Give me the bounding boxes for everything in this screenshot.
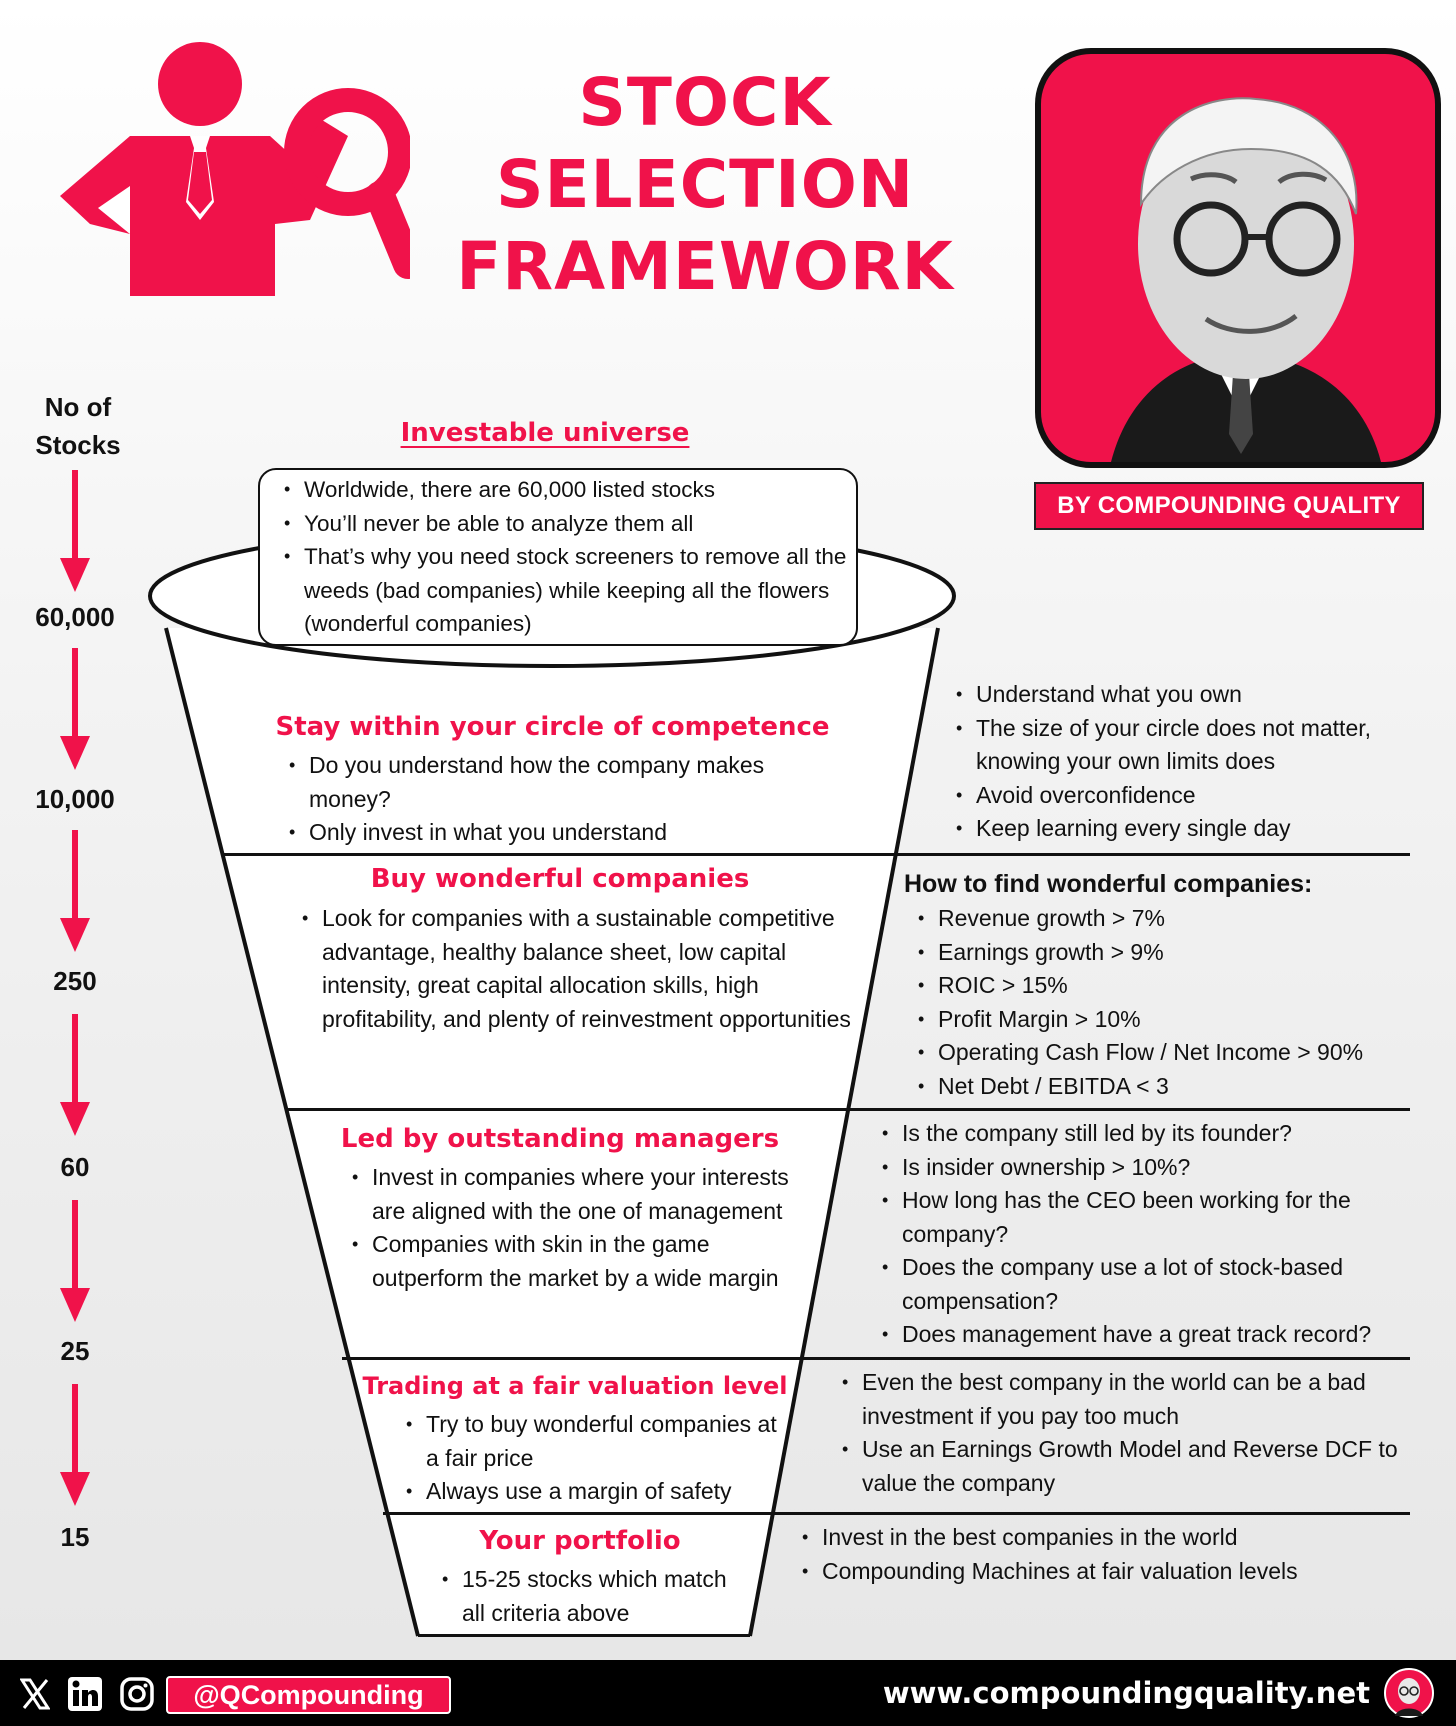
section-bullets <box>404 1408 784 1509</box>
stock-count: 10,000 <box>35 784 115 814</box>
section-bullets <box>350 1161 820 1295</box>
list-item: • You’ll never be able to analyze them all <box>282 507 854 541</box>
list-item: • Net Debt / EBITDA < 3 <box>916 1070 1396 1104</box>
list-item: • Invest in companies where your interests are aligned with the one of management <box>350 1161 820 1228</box>
section-notes <box>800 1521 1400 1588</box>
list-item: • Only invest in what you understand <box>287 816 827 850</box>
section-divider <box>285 1108 1410 1111</box>
list-item: • Is the company still led by its founder? <box>880 1117 1405 1151</box>
criteria-list <box>916 902 1396 1103</box>
title-line: STOCK <box>578 64 832 141</box>
title-line: FRAMEWORK <box>456 228 954 305</box>
title-line: SELECTION <box>495 146 915 223</box>
social-handle-link[interactable]: @QCompounding <box>166 1676 451 1714</box>
x-icon[interactable] <box>20 1678 50 1710</box>
list-item: • Look for companies with a sustainable competitive advantage, healthy balance sheet, low capital intensity, great capital allocation skills, high profitability, and plenty of reinvestment opportunities <box>300 902 870 1036</box>
universe-bullets <box>282 473 854 641</box>
list-item: • Operating Cash Flow / Net Income > 90% <box>916 1036 1396 1070</box>
list-item: • Use an Earnings Growth Model and Reverse DCF to value the company <box>840 1433 1405 1500</box>
section-title: Your portfolio <box>479 1526 681 1556</box>
section-title: Buy wonderful companies <box>370 864 750 894</box>
heading-line: No of <box>44 392 112 422</box>
section-divider <box>383 1512 1410 1515</box>
funnel-base <box>418 1634 750 1637</box>
section-title: Led by outstanding managers <box>340 1124 780 1154</box>
section-notes <box>840 1366 1405 1500</box>
list-item: • 15-25 stocks which match all criteria above <box>440 1563 745 1630</box>
stock-count: 25 <box>60 1336 90 1366</box>
list-item: • Even the best company in the world can be a bad investment if you pay too much <box>840 1366 1405 1433</box>
section-divider <box>222 853 1410 856</box>
section-bullets <box>300 902 870 1036</box>
list-item: • The size of your circle does not matter, knowing your own limits does <box>954 712 1404 779</box>
byline-badge: BY COMPOUNDING QUALITY <box>1034 482 1424 530</box>
instagram-icon[interactable] <box>120 1677 154 1711</box>
list-item: • Do you understand how the company makes money? <box>287 749 827 816</box>
section-title: Trading at a fair valuation level <box>362 1372 788 1400</box>
heading-line: Stocks <box>35 430 121 460</box>
section-notes <box>954 678 1404 846</box>
list-item: • How long has the CEO been working for the company? <box>880 1184 1405 1251</box>
list-item: • Is insider ownership > 10%? <box>880 1151 1405 1185</box>
list-item: • ROIC > 15% <box>916 969 1396 1003</box>
universe-title: Investable universe <box>400 418 690 448</box>
list-item: • Does the company use a lot of stock-based compensation? <box>880 1251 1405 1318</box>
section-divider <box>342 1357 1410 1360</box>
list-item: • Compounding Machines at fair valuation levels <box>800 1555 1400 1589</box>
stock-count: 60,000 <box>35 602 115 632</box>
section-bullets <box>287 749 827 850</box>
section-bullets <box>440 1563 745 1630</box>
list-item: • Keep learning every single day <box>954 812 1404 846</box>
list-item: • Avoid overconfidence <box>954 779 1404 813</box>
list-item: • Invest in the best companies in the world <box>800 1521 1400 1555</box>
list-item: • Earnings growth > 9% <box>916 936 1396 970</box>
stock-count: 15 <box>60 1522 90 1552</box>
section-notes <box>880 1117 1405 1352</box>
avatar <box>1384 1668 1434 1718</box>
linkedin-icon[interactable] <box>68 1677 102 1711</box>
list-item: • Always use a margin of safety <box>404 1475 784 1509</box>
list-item: • Profit Margin > 10% <box>916 1003 1396 1037</box>
stock-count: 250 <box>53 966 97 996</box>
criteria-heading: How to find wonderful companies: <box>904 870 1313 898</box>
list-item: • Understand what you own <box>954 678 1404 712</box>
list-item: • Try to buy wonderful companies at a fair price <box>404 1408 784 1475</box>
list-item: • Companies with skin in the game outperform the market by a wide margin <box>350 1228 820 1295</box>
list-item: • Revenue growth > 7% <box>916 902 1396 936</box>
stock-count: 60 <box>60 1152 90 1182</box>
list-item: • That’s why you need stock screeners to remove all the weeds (bad companies) while keeping all the flowers (wonderful companies) <box>282 540 854 641</box>
list-item: • Worldwide, there are 60,000 listed stocks <box>282 473 854 507</box>
website-link[interactable]: www.compoundingquality.net <box>882 1676 1370 1710</box>
list-item: • Does management have a great track record? <box>880 1318 1405 1352</box>
section-title: Stay within your circle of competence <box>275 712 830 742</box>
